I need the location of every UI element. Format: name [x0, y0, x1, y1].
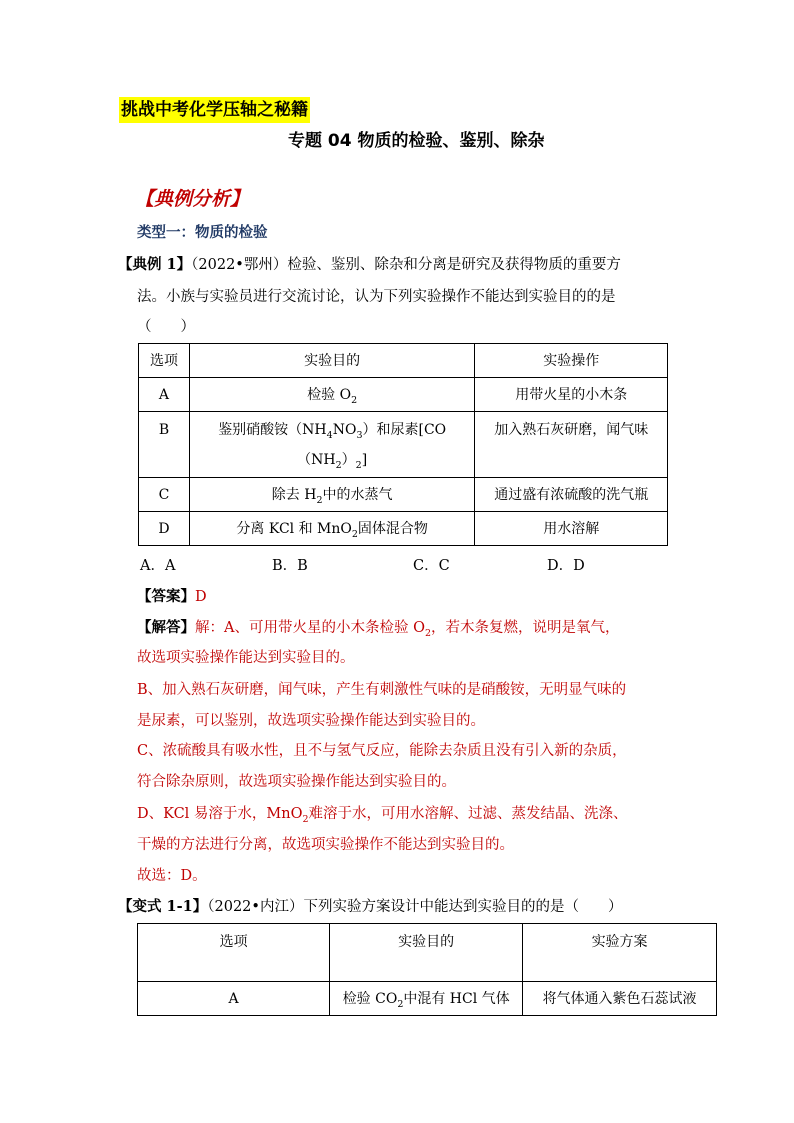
- table-row: [139, 412, 668, 478]
- purpose-text: 中混有 HCl 气体: [403, 990, 510, 1007]
- subscript: 2: [351, 394, 358, 406]
- purpose-line: [194, 415, 470, 445]
- subscript: 4: [326, 429, 333, 441]
- example1-tag: 【典例 1】: [118, 256, 192, 273]
- answer-tag: 【答案】: [137, 588, 195, 605]
- solution-text: 解：A、可用带火星的小木条检验 O: [195, 620, 425, 636]
- table-header: 实验目的: [189, 344, 474, 378]
- purpose-text: 中的水蒸气: [322, 486, 393, 503]
- type-heading: 类型一：物质的检验: [137, 225, 268, 241]
- purpose-text: ）和尿素[CO: [362, 421, 447, 438]
- purpose-text: ）: [341, 451, 356, 468]
- option-cell: A: [138, 982, 330, 1016]
- solution-tag: 【解答】: [137, 619, 195, 636]
- variant1-table: [137, 923, 717, 1016]
- option-cell: D: [139, 512, 190, 546]
- option-cell: B: [139, 412, 190, 478]
- plan-cell: 将气体通入紫色石蕊试液: [523, 982, 717, 1016]
- purpose-cell: [189, 478, 474, 512]
- series-title: 挑战中考化学压轴之秘籍: [119, 97, 310, 123]
- operation-cell: 用带火星的小木条: [475, 378, 668, 412]
- operation-cell: 加入熟石灰研磨，闻气味: [475, 412, 668, 478]
- answer-line: [137, 587, 207, 607]
- subscript: 2: [302, 813, 309, 825]
- choice-d[interactable]: D．D: [547, 558, 585, 574]
- subscript: 2: [355, 459, 362, 471]
- purpose-cell: [189, 378, 474, 412]
- purpose-text: 分离 KCl 和 MnO: [236, 520, 352, 537]
- example1-stem-line2: 法。小族与实验员进行交流讨论，认为下列实验操作不能达到实验目的的是: [137, 289, 616, 305]
- table-row: [139, 478, 668, 512]
- subscript: 2: [316, 494, 323, 506]
- table-row: [139, 378, 668, 412]
- topic-title: 专题 04 物质的检验、鉴别、除杂: [288, 131, 545, 151]
- option-cell: A: [139, 378, 190, 412]
- table-header: 选项: [138, 924, 330, 982]
- table-row: [139, 512, 668, 546]
- choice-b[interactable]: B．B: [272, 558, 308, 574]
- subscript: 3: [356, 429, 363, 441]
- variant1-tag: 【变式 1-1】: [118, 898, 208, 915]
- operation-cell: 用水溶解: [475, 512, 668, 546]
- section-heading: 【典例分析】: [135, 188, 250, 210]
- solution-line-c1: C、浓硫酸具有吸水性，且不与氢气反应，能除去杂质且没有引入新的杂质，: [137, 743, 627, 759]
- subscript: 2: [424, 627, 432, 639]
- solution-line-a2: 故选项实验操作能达到实验目的。: [137, 650, 355, 666]
- solution-final: 故选：D。: [137, 868, 207, 884]
- example1-answer-blank: （ ）: [137, 319, 195, 335]
- purpose-cell: [189, 512, 474, 546]
- purpose-text: 检验 O: [307, 386, 352, 403]
- table-header: 实验目的: [330, 924, 523, 982]
- purpose-text: NO: [332, 421, 357, 438]
- solution-line-b2: 是尿素，可以鉴别，故选项实验操作能达到实验目的。: [137, 713, 485, 729]
- purpose-line: [194, 445, 470, 475]
- example1-stem-text1: （2022•鄂州）检验、鉴别、除杂和分离是研究及获得物质的重要方: [191, 257, 621, 273]
- subscript: 2: [397, 998, 404, 1010]
- operation-cell: 通过盛有浓硫酸的洗气瓶: [475, 478, 668, 512]
- table-header-row: [139, 344, 668, 378]
- purpose-text: 固体混合物: [357, 520, 428, 537]
- example1-table: [138, 343, 668, 546]
- purpose-cell: [189, 412, 474, 478]
- table-header: 实验操作: [475, 344, 668, 378]
- purpose-cell: [330, 982, 523, 1016]
- option-cell: C: [139, 478, 190, 512]
- answer-value: D: [195, 589, 207, 605]
- choice-a[interactable]: A．A: [140, 558, 176, 574]
- variant1-stem-text: （2022•内江）下列实验方案设计中能达到实验目的的是（ ）: [207, 899, 623, 915]
- solution-line-d1: [137, 804, 628, 824]
- purpose-text: ]: [361, 451, 368, 468]
- subscript: 2: [351, 528, 358, 540]
- choice-c[interactable]: C．C: [413, 558, 450, 574]
- table-header: 实验方案: [523, 924, 717, 982]
- subscript: 2: [335, 459, 342, 471]
- solution-text: 难溶于水，可用水溶解、过滤、蒸发结晶、洗涤、: [308, 806, 628, 822]
- solution-text: ，若木条复燃，说明是氧气，: [431, 620, 620, 636]
- purpose-text: 检验 CO: [342, 990, 398, 1007]
- solution-line-c2: 符合除杂原则，故选项实验操作能达到实验目的。: [137, 774, 456, 790]
- variant1-stem: [118, 897, 622, 917]
- purpose-text: 除去 H: [271, 486, 317, 503]
- solution-text: D、KCl 易溶于水，MnO: [137, 806, 303, 822]
- solution-line-d2: 干燥的方法进行分离，故选项实验操作不能达到实验目的。: [137, 837, 514, 853]
- table-row: [138, 982, 717, 1016]
- table-header: 选项: [139, 344, 190, 378]
- solution-line-a1: [137, 618, 620, 638]
- purpose-text: 鉴别硝酸铵（NH: [218, 421, 327, 438]
- example1-stem-line1: [118, 255, 621, 275]
- table-header-row: [138, 924, 717, 982]
- solution-line-b1: B、加入熟石灰研磨，闻气味，产生有刺激性气味的是硝酸铵，无明显气味的: [137, 682, 627, 698]
- purpose-text: （NH: [297, 451, 336, 468]
